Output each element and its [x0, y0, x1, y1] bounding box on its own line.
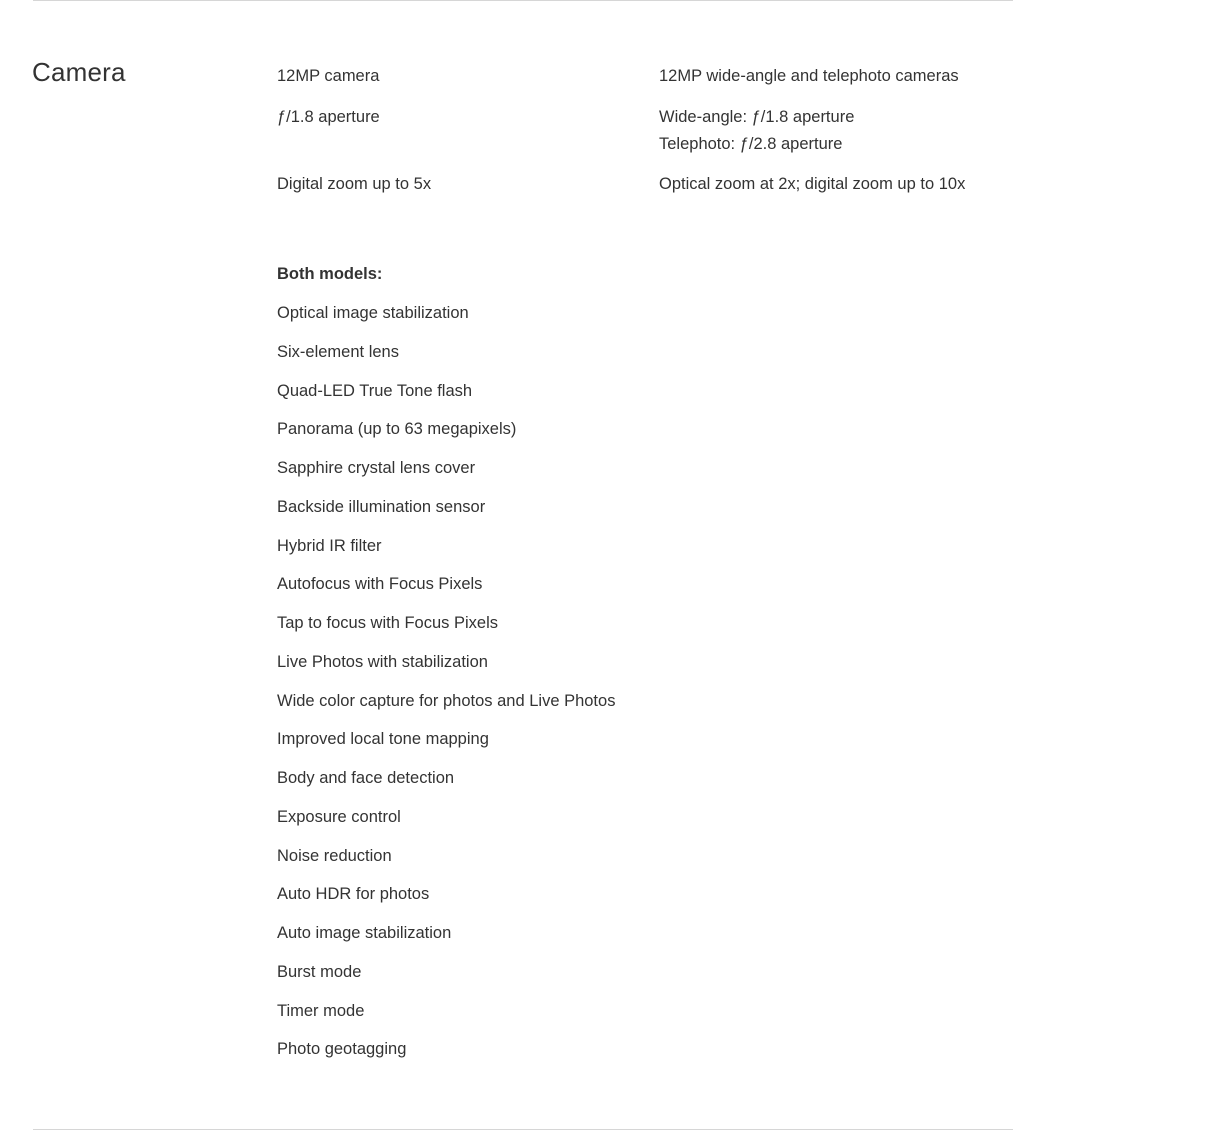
list-item: Auto HDR for photos — [277, 885, 430, 904]
list-item: Live Photos with stabilization — [277, 652, 488, 671]
left-camera-spec: 12MP camera — [277, 67, 380, 85]
list-item: Six-element lens — [277, 342, 399, 361]
list-item: Autofocus with Focus Pixels — [277, 575, 483, 594]
list-item: Exposure control — [277, 807, 401, 826]
bottom-divider — [33, 1129, 1013, 1130]
list-item: Photo geotagging — [277, 1040, 407, 1059]
list-item: Hybrid IR filter — [277, 536, 382, 555]
list-item: Backside illumination sensor — [277, 497, 486, 516]
left-zoom-spec: Digital zoom up to 5x — [277, 175, 432, 193]
list-item: Timer mode — [277, 1001, 365, 1020]
list-item: Sapphire crystal lens cover — [277, 459, 476, 477]
list-item: Noise reduction — [277, 846, 392, 865]
list-item: Optical image stabilization — [277, 304, 469, 322]
shared-features-list — [277, 300, 615, 1075]
list-item: Panorama (up to 63 megapixels) — [277, 420, 517, 439]
list-item: Auto image stabilization — [277, 924, 452, 942]
left-aperture-spec: ƒ/1.8 aperture — [277, 108, 380, 126]
list-item: Quad-LED True Tone flash — [277, 381, 473, 400]
list-item: Tap to focus with Focus Pixels — [277, 614, 499, 632]
both-models-heading: Both models: — [277, 265, 383, 283]
right-aperture-wide-spec: Wide-angle: ƒ/1.8 aperture — [659, 108, 855, 126]
list-item: Body and face detection — [277, 769, 455, 787]
list-item: Burst mode — [277, 962, 362, 981]
list-item: Wide color capture for photos and Live Photos — [277, 691, 616, 710]
right-aperture-tele-spec: Telephoto: ƒ/2.8 aperture — [659, 135, 843, 153]
top-divider — [33, 0, 1013, 1]
section-title: Camera — [32, 57, 126, 87]
list-item: Improved local tone mapping — [277, 730, 489, 749]
right-camera-spec: 12MP wide-angle and telephoto cameras — [659, 67, 959, 85]
right-zoom-spec: Optical zoom at 2x; digital zoom up to 10x — [659, 175, 966, 193]
